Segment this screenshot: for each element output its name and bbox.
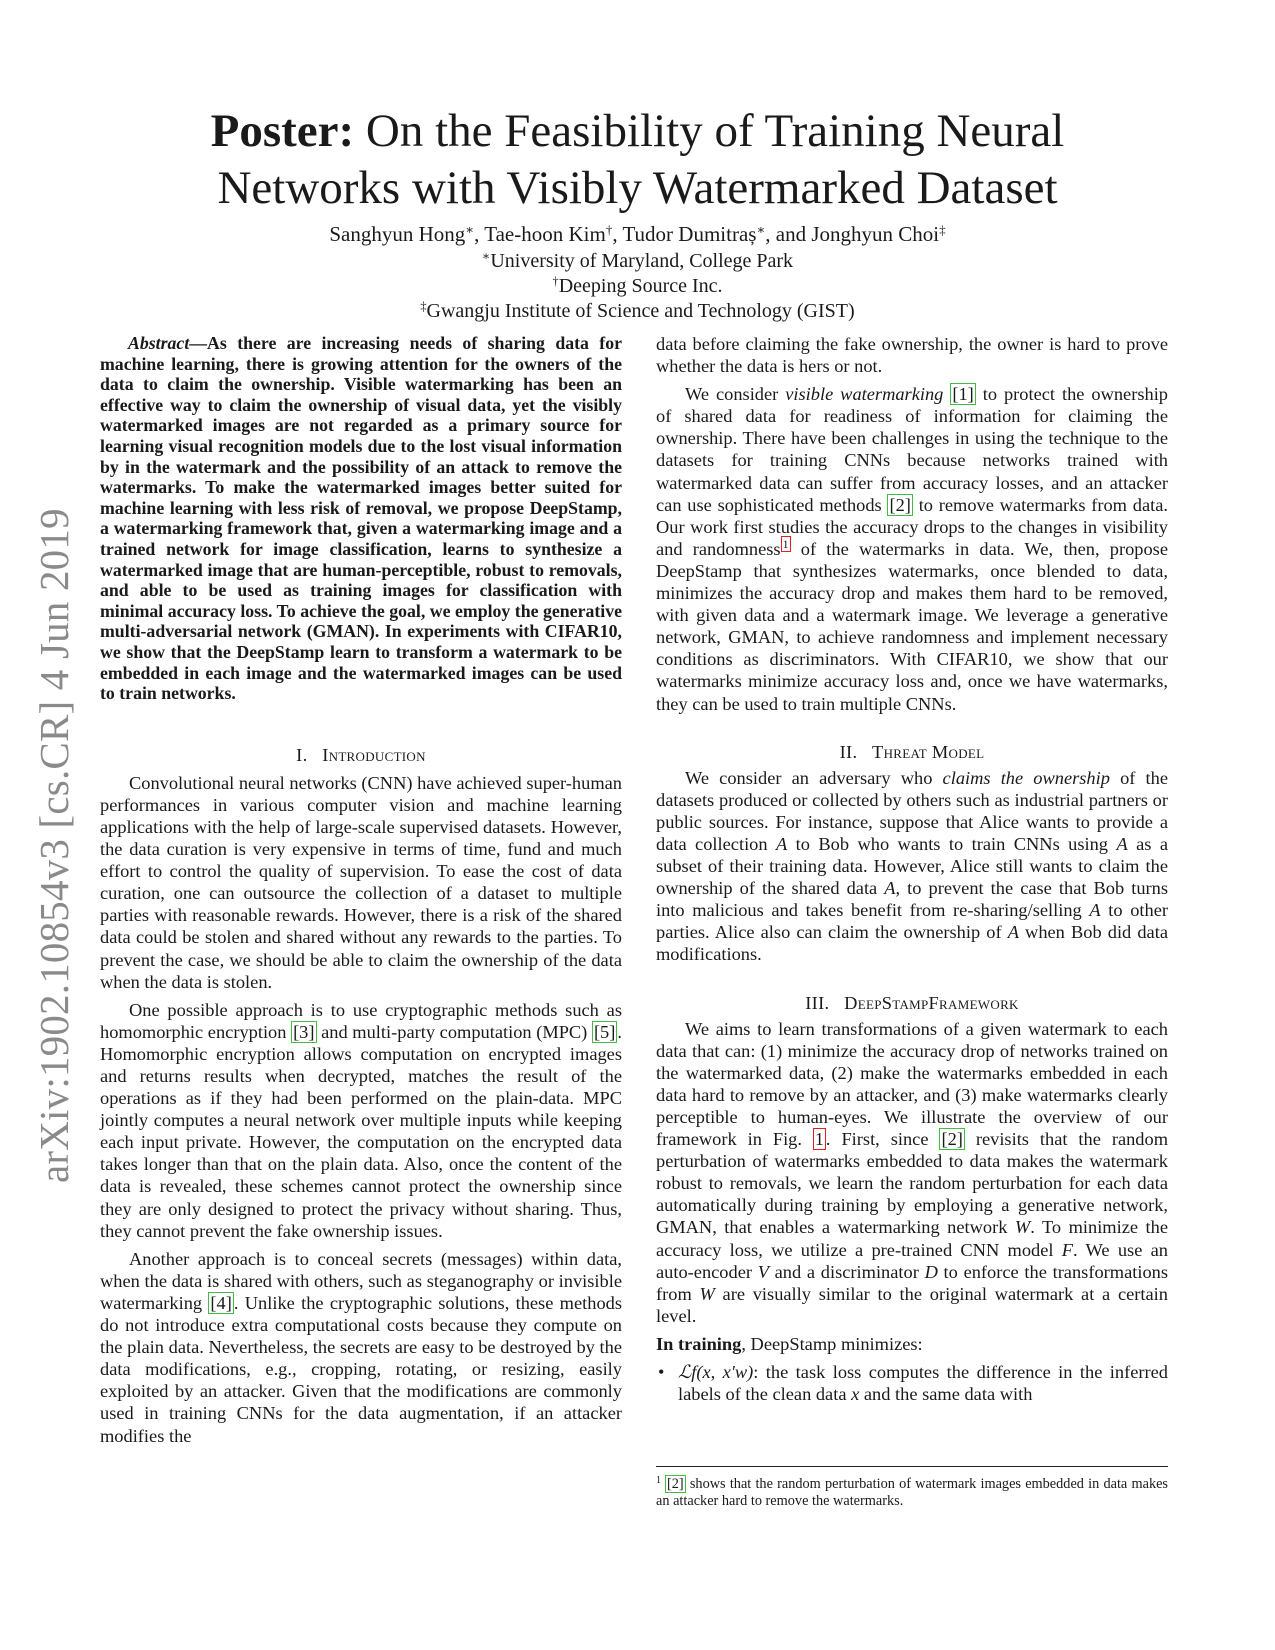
text-run: and multi-party computation (MPC): [316, 1021, 592, 1042]
emphasis: visible watermarking: [785, 384, 944, 405]
affiliation: [100, 299, 1175, 324]
affiliation-mark: ∗: [465, 221, 475, 237]
text-run: revisits that the random perturbation of watermarks embedded to data makes the watermark robust to removals, we learn the random perturbation for each data automatically during training by employing a generative network, GMAN, that enables a watermarking network: [656, 1129, 1168, 1238]
math-variable: A: [1089, 900, 1101, 921]
text-run: and the same data with: [859, 1384, 1033, 1405]
affiliation-name: Gwangju Institute of Science and Technology (GIST): [426, 300, 855, 322]
text-run: as a subset of their training data. However, Alice still wants to claim the ownership of the shared data: [656, 833, 1169, 899]
paragraph: data before claiming the fake ownership, the owner is hard to prove whether the data is hers or not.: [656, 334, 1168, 377]
author-list: [100, 221, 1175, 247]
math-variable: A: [884, 878, 896, 899]
abstract-text: As there are increasing needs of sharing data for machine learning, there is growing attention for the owners of the data to claim the ownership. Visible watermarking has been an effective way to claim the ownership of visual data, yet the visibly watermarked images are not regarded as a primary source for learning visual recognition models due to the lost visual information by in the watermark and the possibility of an attack to remove the watermarks. To make the watermarked images better suited for machine learning with less risk of removal, we propose DeepStamp, a watermarking framework that, given a watermarking image and a trained network for image classification, learns to synthesize a watermarked image that are human-perceptible, robust to removals, and able to be used as training images for classification with minimal accuracy loss. To achieve the goal, we employ the generative multi-adversarial network (GMAN). In experiments with CIFAR10, we show that the DeepStamp learn to transform a watermark to be embedded in each image and the watermarked images can be used to train networks.: [100, 333, 622, 704]
affiliation-mark: ∗: [481, 249, 491, 264]
text-run: to Bob who wants to train CNNs using: [787, 833, 1117, 854]
emphasis: claims the ownership: [942, 767, 1110, 788]
math-variable: W: [699, 1283, 715, 1304]
author-name: , and Jonghyun Choi: [765, 222, 940, 246]
affiliation-mark: ‡: [420, 299, 427, 314]
math-variable: V: [757, 1261, 769, 1282]
section-number: I.: [296, 744, 308, 765]
text-run: One possible approach is to use cryptographic methods such as homomorphic encryption: [100, 999, 622, 1042]
citation-link[interactable]: [4]: [210, 1292, 232, 1313]
arxiv-identifier-stamp: arXiv:1902.10854v3 [cs.CR] 4 Jun 2019: [31, 508, 77, 1183]
author-name: , Tudor Dumitraș: [612, 222, 757, 246]
paragraph: [656, 767, 1168, 966]
author-name: Sanghyun Hong: [329, 222, 466, 246]
math-expression: ℒf(x, x′w): [678, 1362, 754, 1383]
math-variable: A: [776, 833, 788, 854]
affiliation-name: Deeping Source Inc.: [558, 275, 723, 297]
text-run: . First, since: [825, 1129, 940, 1150]
section-title: Introduction: [322, 744, 426, 765]
text-run: . Homomorphic encryption allows computation on encrypted images and returns results when decrypted, matches the result of the operations as if they had been performed on the plain-data. MPC jointly computes a neural network over multiple inputs while keeping each input private. However, the computation on the encrypted data takes longer than that on the plain data. Also, once the content of the data is revealed, these schemes cannot protect the ownership since they are only designed to protect the privacy without sharing. Thus, they cannot prevent the fake ownership issues.: [100, 1021, 622, 1241]
section-title: Threat Model: [872, 741, 985, 762]
math-variable: F: [1061, 1239, 1073, 1260]
list-item: [678, 1361, 1168, 1405]
section-heading-introduction: [100, 744, 622, 766]
author-name: , Tae-hoon Kim: [474, 222, 606, 246]
left-column: [100, 333, 622, 1453]
paragraph: [100, 1248, 622, 1447]
affiliation: [100, 274, 1175, 299]
text-run: . Unlike the cryptographic solutions, these methods do not introduce extra computational costs because they compute on the plain data. Nevertheless, the secrets are easy to be destroyed by the data modifications, e.g., cropping, rotating, or resizing, easily exploited by an attacker. Given that the modifications are commonly used in training CNNs for the data augmentation, if an attacker modifies the: [100, 1292, 622, 1446]
title-lead: Poster:: [210, 105, 355, 157]
bullet-list: [656, 1361, 1168, 1405]
footnote-link[interactable]: 1: [782, 536, 789, 551]
math-variable: W: [1014, 1217, 1031, 1238]
text-run: . We use an auto-encoder: [656, 1239, 1169, 1282]
citation-link[interactable]: [2]: [667, 1476, 684, 1492]
section-number: II.: [839, 741, 858, 762]
citation-link[interactable]: [5]: [593, 1021, 616, 1042]
text-run: are visually similar to the original watermark at a certain level.: [656, 1283, 1168, 1326]
text-run: to remove watermarks from data. Our work first studies the accuracy drops to the changes in visibility and randomness: [656, 494, 1168, 559]
math-variable: D: [924, 1261, 938, 1282]
abstract-dash: —: [189, 333, 208, 353]
section-number: III.: [805, 992, 830, 1013]
paragraph: Convolutional neural networks (CNN) have achieved super-human performances in various computer vision and machine learning applications with the help of large-scale supervised datasets. However, the data curation is very expensive in terms of time, fund and much effort to control the quality of supervision. To ease the cost of data curation, one can outsource the collection of a dataset to multiple parties with reasonable rewards. However, there is a risk of the shared data could be stolen and shared without any rewards to the parties. To prevent the case, we should be able to claim the ownership of the data when the data is stolen.: [100, 772, 622, 992]
math-variable: A: [1007, 922, 1019, 943]
footnote-number: 1: [656, 1475, 661, 1486]
footnote: [656, 1472, 1168, 1510]
right-column: [656, 333, 1168, 1405]
title-line2: Networks with Visibly Watermarked Dataset: [217, 162, 1058, 214]
footnote-text: shows that the random perturbation of watermark images embedded in data makes an attacker hard to remove the watermarks.: [656, 1476, 1168, 1509]
text-run: We consider an adversary who: [685, 767, 943, 788]
affiliation-mark: ∗: [756, 221, 766, 237]
text-run: Another approach is to conceal secrets (messages) within data, when the data is shared with others, such as steganography or invisible watermarking: [100, 1248, 622, 1313]
affiliation: [100, 249, 1175, 274]
paragraph: [100, 999, 622, 1242]
citation-link[interactable]: [3]: [293, 1021, 315, 1042]
paragraph: [656, 1018, 1168, 1327]
paper-title: [100, 103, 1175, 217]
text-run: to protect the ownership of shared data for readiness of information for claiming the ownership. There have been challenges in using the technique to the datasets for training CNNs because networks trained with watermarked data can suffer from accuracy losses, and an attacker can use sophisticated methods: [656, 384, 1168, 515]
affiliation-mark: †: [605, 221, 613, 237]
section-title: DeepStampFramework: [844, 992, 1019, 1013]
text-run: to other parties. Alice also can claim the ownership of: [656, 900, 1168, 943]
citation-link[interactable]: [2]: [941, 1129, 963, 1150]
bold-run: In training: [656, 1333, 742, 1354]
citation-link[interactable]: [1]: [952, 384, 974, 405]
citation-link[interactable]: [2]: [889, 494, 911, 515]
text-run: of the datasets produced or collected by others such as industrial partners or public sources. For instance, suppose that Alice wants to provide a data collection: [656, 767, 1168, 854]
paragraph: [656, 1333, 1168, 1355]
figure-link[interactable]: 1: [814, 1129, 824, 1150]
section-heading-threat-model: [656, 741, 1168, 763]
abstract-label: Abstract: [128, 333, 190, 353]
text-run: when Bob did data modifications.: [656, 922, 1168, 965]
text-run: We aims to learn transformations of a given watermark to each data that can: (1) minimize the accuracy drop of networks trained on the watermarked data, (2) make the watermarks embedded in each data hard to remove by an attacker, and (3) make watermarks clearly perceptible to human-eyes. We illustrate the overview of our framework in Fig.: [656, 1018, 1168, 1150]
abstract: [100, 333, 622, 704]
text-run: : the task loss computes the difference in the inferred labels of the clean data: [678, 1362, 1168, 1405]
text-run: of the watermarks in data. We, then, propose DeepStamp that synthesizes watermarks, once blended to data, minimizes the accuracy drop and makes them hard to be removed, with given data and a watermark image. We leverage a generative network, GMAN, to achieve randomness and implement necessary conditions as discriminators. With CIFAR10, we show that our watermarks minimize accuracy loss and, once we have watermarks, they can be used to train multiple CNNs.: [656, 538, 1168, 714]
affiliation-mark: ‡: [939, 221, 946, 237]
affiliation-name: University of Maryland, College Park: [490, 250, 794, 272]
affiliation-mark: †: [552, 274, 559, 289]
text-run: . To minimize the accuracy loss, we utilize a pre-trained CNN model: [656, 1217, 1168, 1260]
text-run: We consider: [685, 384, 786, 405]
math-variable: x: [851, 1384, 860, 1405]
text-run: , to prevent the case that Bob turns into malicious and takes benefit from re-sharing/selling: [656, 878, 1168, 921]
math-variable: A: [1116, 833, 1128, 854]
paragraph: [656, 383, 1168, 714]
title-line1: On the Feasibility of Training Neural: [365, 105, 1065, 157]
text-run: , DeepStamp minimizes:: [741, 1333, 923, 1354]
footnote-divider: [656, 1466, 1168, 1467]
text-run: to enforce the transformations from: [656, 1261, 1169, 1304]
section-heading-framework: [656, 992, 1168, 1014]
text-run: and a discriminator: [768, 1261, 925, 1282]
